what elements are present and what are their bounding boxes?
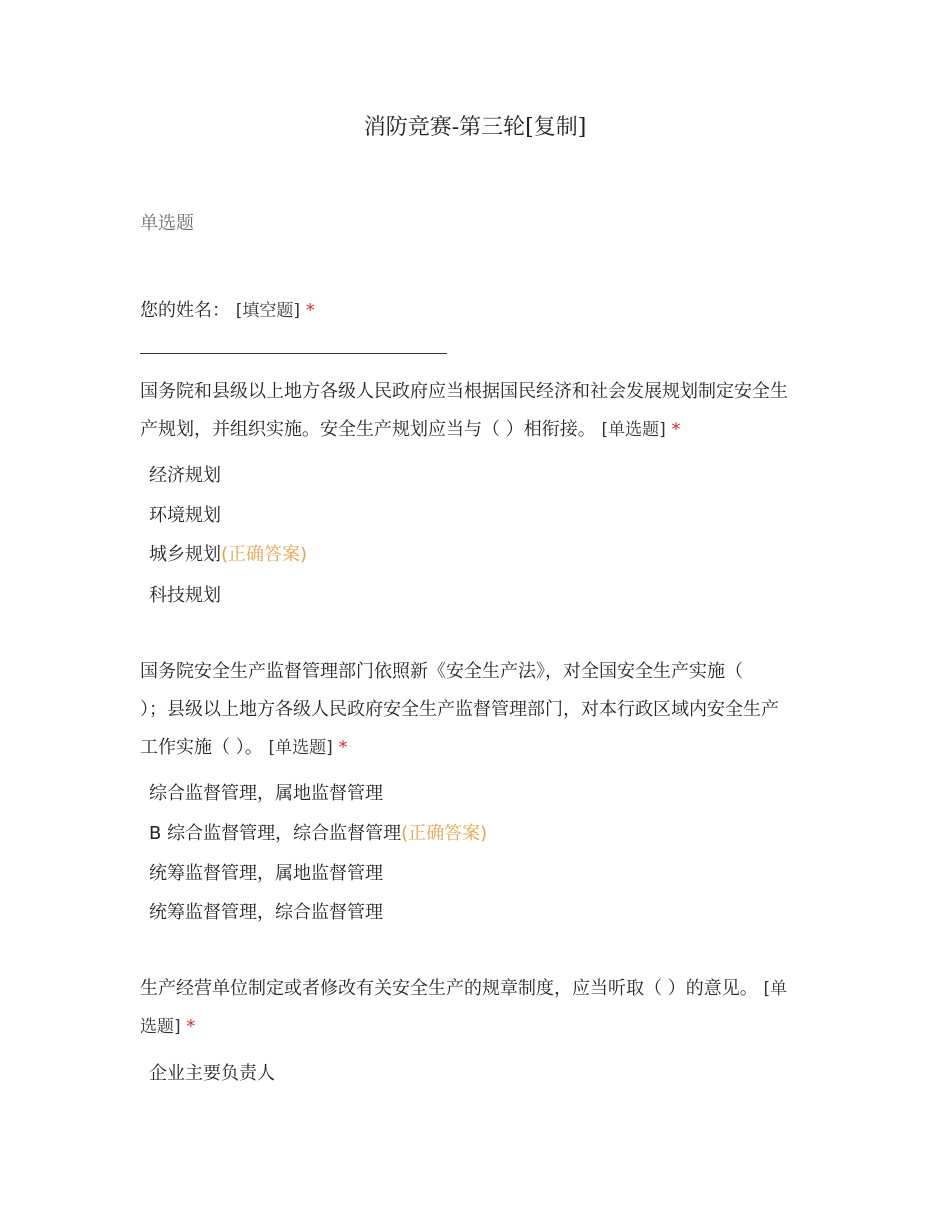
option-item[interactable] <box>149 862 383 886</box>
correct-answer-label: (正确答案) <box>221 544 308 565</box>
option-item[interactable] <box>149 584 221 608</box>
question-text-line: 国务院和县级以上地方各级人民政府应当根据国民经济和社会发展规划制定安全生 <box>140 381 788 402</box>
required-mark: * <box>338 737 348 758</box>
question-3 <box>140 653 820 767</box>
question-type-tag: [填空题] <box>235 301 300 321</box>
option-item[interactable] <box>149 822 487 846</box>
option-label: 综合监督管理，属地监督管理 <box>149 783 383 804</box>
option-item[interactable] <box>149 543 307 567</box>
question-text-line <box>140 970 820 1008</box>
option-item[interactable] <box>149 901 383 925</box>
option-label: 统筹监督管理，属地监督管理 <box>149 863 383 884</box>
question-text: 生产经营单位制定或者修改有关安全生产的规章制度，应当听取（ ）的意见。 <box>140 978 758 999</box>
option-item[interactable] <box>149 782 383 806</box>
option-label: 企业主要负责人 <box>149 1063 275 1084</box>
name-input-line[interactable] <box>140 353 447 354</box>
question-text-line <box>140 729 820 767</box>
correct-answer-label: (正确答案) <box>401 823 488 844</box>
question-4 <box>140 970 820 1046</box>
option-label: 环境规划 <box>149 505 221 526</box>
question-type-tag: [单选题] <box>601 420 666 440</box>
question-text-line <box>140 411 820 449</box>
question-text-line: 国务院安全生产监督管理部门依照新《安全生产法》，对全国安全生产实施（ <box>140 661 743 682</box>
page-title: 消防竞赛-第三轮[复制] <box>363 115 587 140</box>
required-mark: * <box>186 1016 196 1037</box>
option-label: 统筹监督管理，综合监督管理 <box>149 902 383 923</box>
question-text: 产规划，并组织实施。安全生产规划应当与（ ）相衔接。 <box>140 419 596 440</box>
section-label: 单选题 <box>140 213 194 234</box>
option-label: 城乡规划 <box>149 544 221 565</box>
option-label: 经济规划 <box>149 465 221 486</box>
option-label: 科技规划 <box>149 585 221 606</box>
option-item[interactable] <box>149 504 221 528</box>
required-mark: * <box>305 300 315 321</box>
question-type-tag: 选题] <box>140 1017 181 1037</box>
required-mark: * <box>671 419 681 440</box>
question-text: 工作实施（ ）。 <box>140 737 263 758</box>
option-item[interactable] <box>149 464 221 488</box>
question-text-line: ）；县级以上地方各级人民政府安全生产监督管理部门，对本行政区域内安全生产 <box>140 699 779 720</box>
option-label: B 综合监督管理，综合监督管理 <box>149 823 402 844</box>
question-type-tag: [单 <box>763 979 788 999</box>
question-type-tag: [单选题] <box>268 738 333 758</box>
option-item[interactable] <box>149 1062 275 1086</box>
question-2 <box>140 373 820 449</box>
question-text: 您的姓名： <box>140 300 230 321</box>
question-name <box>140 292 820 330</box>
question-text-line <box>140 1008 820 1046</box>
